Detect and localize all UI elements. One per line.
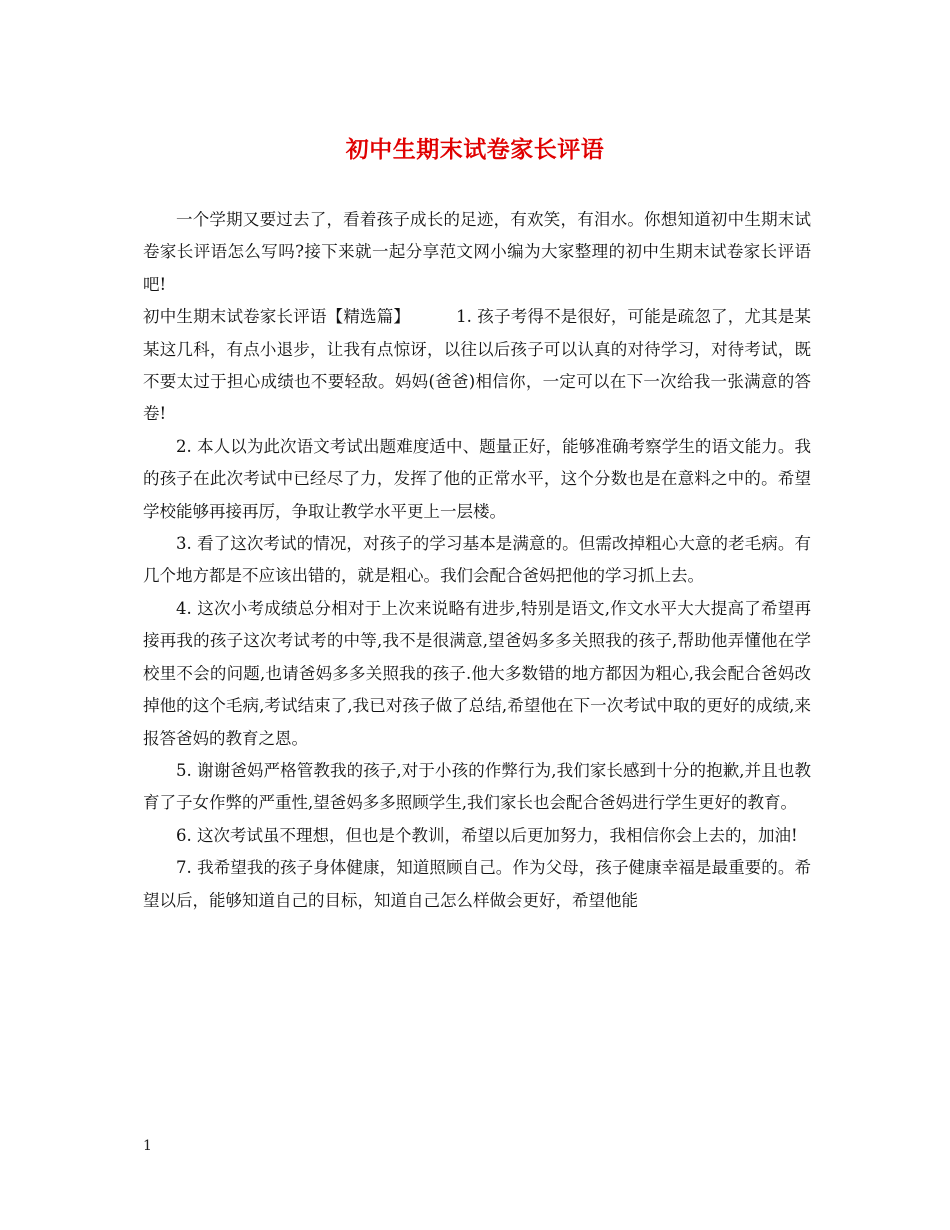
item-6-paragraph: 6. 这次考试虽不理想，但也是个教训，希望以后更加努力，我相信你会上去的，加油! <box>176 825 798 845</box>
item-3-paragraph: 3. 看了这次考试的情况，对孩子的学习基本是满意的。但需改掉粗心大意的老毛病。有几个地方都是不应该出错的，就是粗心。我们会配合爸妈把他的学习抓上去。 <box>143 534 811 586</box>
intro-paragraph: 一个学期又要过去了，看着孩子成长的足迹，有欢笑，有泪水。你想知道初中生期末试卷家长评语怎么写吗?接下来就一起分享范文网小编为大家整理的初中生期末试卷家长评语吧! <box>143 210 811 294</box>
item-5-paragraph: 5. 谢谢爸妈严格管教我的孩子,对于小孩的作弊行为,我们家长感到十分的抱歉,并且也教育了子女作弊的严重性,望爸妈多多照顾学生,我们家长也会配合爸妈进行学生更好的教育。 <box>143 760 811 813</box>
item-1-text: 1. 孩子考得不是很好，可能是疏忽了，尤其是某某这几科，有点小退步，让我有点惊讶，以往以后孩子可以认真的对待学习，对待考试，既不要太过于担心成绩也不要轻敌。妈妈(爸爸)相信你，一定可以在下一次给我一张满意的答卷! <box>143 307 812 424</box>
section-heading: 初中生期末试卷家长评语【精选篇】 <box>143 307 411 327</box>
document-body <box>143 204 811 917</box>
item-7-paragraph: 7. 我希望我的孩子身体健康，知道照顾自己。作为父母，孩子健康幸福是最重要的。希望以后，能够知道自己的目标，知道自己怎么样做会更好，希望他能 <box>143 858 811 910</box>
item-4-paragraph: 4. 这次小考成绩总分相对于上次来说略有进步,特别是语文,作文水平大大提高了希望再接再我的孩子这次考试考的中等,我不是很满意,望爸妈多多关照我的孩子,帮助他弄懂他在学校里不会的问题,也请爸妈多多关照我的孩子.他大多数错的地方都因为粗心,我会配合爸妈改掉他的这个毛病,考试结束了,我已对孩子做了总结,希望他在下一次考试中取的更好的成绩,来报答爸妈的教育之恩。 <box>143 598 811 748</box>
section-paragraph <box>143 301 811 431</box>
document-title: 初中生期末试卷家长评语 <box>345 136 605 163</box>
page-number: 1 <box>143 1138 152 1154</box>
item-2-paragraph: 2. 本人以为此次语文考试出题难度适中、题量正好，能够准确考察学生的语文能力。我的孩子在此次考试中已经尽了力，发挥了他的正常水平，这个分数也是在意料之中的。希望学校能够再接再厉，争取让教学水平更上一层楼。 <box>143 436 811 521</box>
